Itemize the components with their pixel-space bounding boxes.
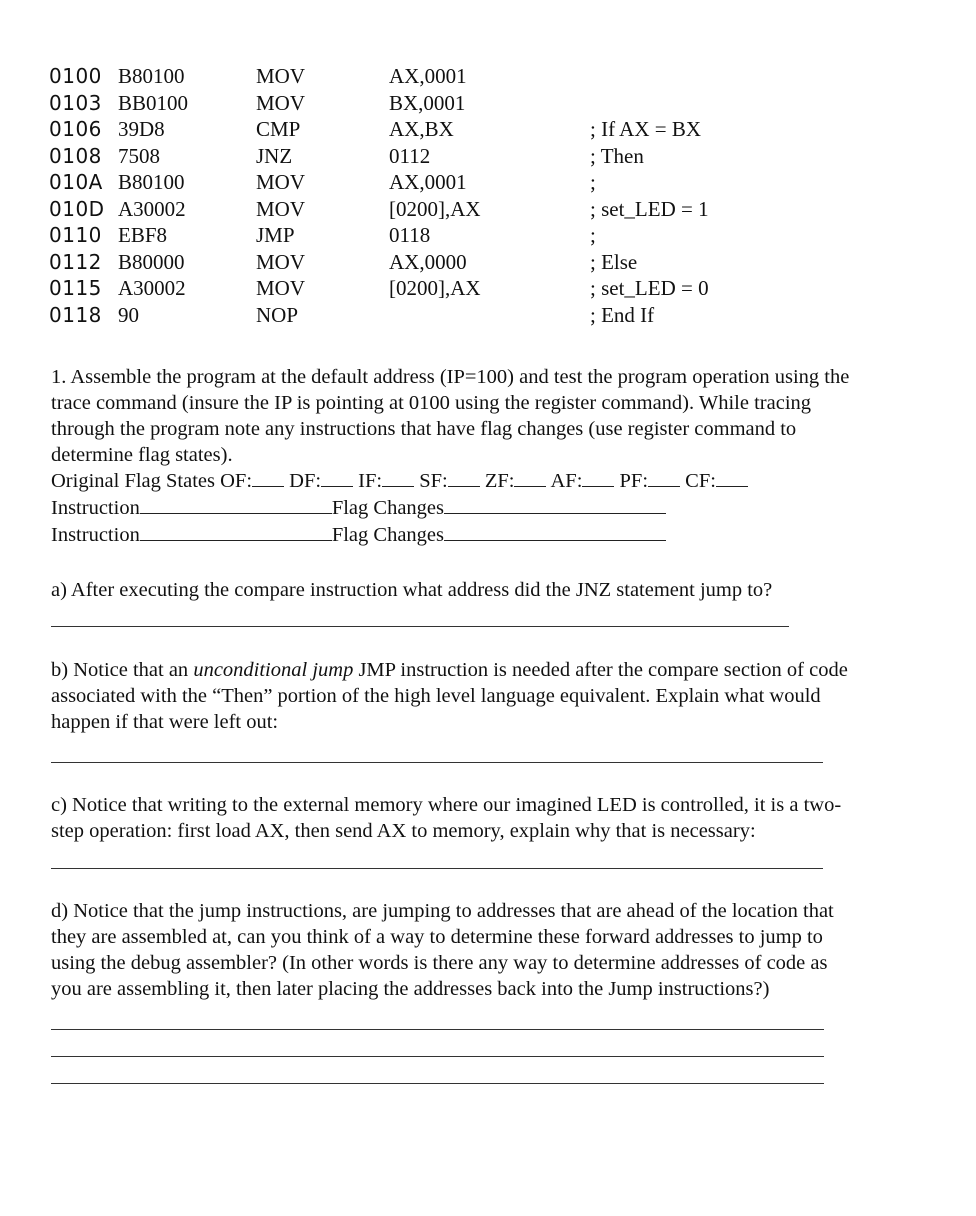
code-machine-hex: A30002	[118, 196, 186, 221]
question-b-line: associated with the “Then” portion of the high level language equivalent. Explain what would	[51, 685, 821, 707]
flag-pf-label: PF:	[619, 470, 649, 492]
flag-pf-blank[interactable]	[648, 468, 680, 487]
code-row	[0, 302, 976, 328]
question-d-line: d) Notice that the jump instructions, are jumping to addresses that are ahead of the location that	[51, 900, 834, 922]
code-address: 0115	[49, 276, 102, 300]
code-address: 0100	[49, 64, 102, 88]
code-machine-hex: EBF8	[118, 223, 168, 247]
question-d-line: they are assembled at, can you think of a way to determine these forward addresses to jump to	[51, 926, 823, 948]
question-1-line: through the program note any instructions that have flag changes (use register command to	[51, 418, 797, 440]
question-1-line: trace command (insure the IP is pointing at 0100 using the register command). While tracing	[51, 392, 812, 414]
code-row	[0, 196, 976, 222]
question-d-text	[51, 898, 931, 1002]
flag-changes-label: Flag Changes	[331, 497, 444, 519]
code-opcode: MOV	[256, 276, 306, 300]
flag-df-label: DF:	[289, 470, 322, 492]
flag-changes-label: Flag Changes	[331, 524, 444, 546]
answer-a-line[interactable]	[51, 626, 789, 627]
flag-changes-blank[interactable]	[444, 495, 666, 514]
code-row	[0, 169, 976, 195]
code-address: 0108	[49, 143, 102, 168]
question-b-line: happen if that were left out:	[51, 711, 279, 733]
code-machine-hex: A30002	[118, 276, 186, 300]
flag-if-blank[interactable]	[382, 468, 414, 487]
answer-d-line-3[interactable]	[51, 1083, 824, 1084]
code-operand: [0200],AX	[389, 276, 481, 300]
question-c-line: step operation: first load AX, then send AX to memory, explain why that is necessary:	[51, 820, 756, 842]
question-1-line: 1. Assemble the program at the default address (IP=100) and test the program operation using the	[51, 366, 850, 388]
code-row	[0, 90, 976, 116]
question-c-text	[51, 792, 931, 844]
flag-changes-blank[interactable]	[444, 522, 666, 541]
question-b-text: b) Notice that an unconditional jump JMP instruction is needed after the compare section of code associated with the “Then” portion of the high level language equivalent. Explain what would happen if that were left out:	[51, 657, 931, 735]
code-address: 010D	[49, 196, 105, 221]
code-opcode: CMP	[256, 117, 301, 141]
code-operand: 0112	[389, 143, 431, 168]
code-row	[0, 116, 976, 142]
code-operand: [0200],AX	[389, 196, 481, 221]
flag-df-blank[interactable]	[321, 468, 353, 487]
code-machine-hex: 39D8	[118, 117, 165, 141]
question-1-line: determine flag states).	[51, 444, 233, 466]
code-operand: AX,0000	[389, 249, 467, 274]
code-address: 0110	[49, 223, 102, 247]
code-address: 0106	[49, 117, 102, 141]
unconditional-jump-emphasis: unconditional jump	[193, 659, 354, 681]
flag-sf-blank[interactable]	[448, 468, 480, 487]
flag-cf-label: CF:	[685, 470, 716, 492]
code-address: 010A	[49, 170, 103, 194]
flag-sf-label: SF:	[419, 470, 448, 492]
question-d-line: you are assembling it, then later placing the addresses back into the Jump instructions?)	[51, 978, 770, 1000]
code-machine-hex: B80100	[118, 64, 185, 88]
code-address: 0118	[49, 302, 102, 327]
flag-cf-blank[interactable]	[716, 468, 748, 487]
code-opcode: MOV	[256, 64, 306, 88]
answer-b-line[interactable]	[51, 762, 823, 763]
code-row	[0, 143, 976, 169]
code-row	[0, 222, 976, 248]
flag-af-label: AF:	[550, 470, 583, 492]
code-comment: ; Else	[590, 249, 638, 274]
code-opcode: NOP	[256, 302, 299, 327]
answer-d-line-2[interactable]	[51, 1056, 824, 1057]
flag-zf-blank[interactable]	[514, 468, 546, 487]
code-opcode: MOV	[256, 249, 306, 274]
instruction-blank[interactable]	[140, 522, 332, 541]
instruction-label: Instruction	[51, 497, 140, 519]
code-operand: AX,0001	[389, 170, 467, 194]
code-row	[0, 249, 976, 275]
code-operand: AX,BX	[389, 117, 454, 141]
code-comment: ; Then	[590, 143, 644, 168]
flag-of-blank[interactable]	[252, 468, 284, 487]
original-flag-states-row	[51, 468, 748, 494]
code-machine-hex: B80000	[118, 249, 185, 274]
code-comment: ;	[590, 223, 596, 247]
instruction-row-2	[51, 522, 666, 548]
code-machine-hex: BB0100	[118, 90, 189, 115]
code-comment: ; End If	[590, 302, 655, 327]
instruction-label: Instruction	[51, 524, 140, 546]
code-machine-hex: B80100	[118, 170, 185, 194]
flags-label: Original Flag States	[51, 470, 215, 492]
code-machine-hex: 90	[118, 302, 139, 327]
code-machine-hex: 7508	[118, 143, 160, 168]
instruction-row-1	[51, 495, 666, 521]
instruction-blank[interactable]	[140, 495, 332, 514]
question-c-line: c) Notice that writing to the external memory where our imagined LED is controlled, it is a two-	[51, 794, 842, 816]
code-address: 0103	[49, 90, 102, 115]
question-1-text	[51, 364, 931, 468]
code-opcode: JMP	[256, 223, 295, 247]
code-opcode: MOV	[256, 90, 306, 115]
answer-d-line-1[interactable]	[51, 1029, 824, 1030]
flag-if-label: IF:	[358, 470, 383, 492]
code-row	[0, 63, 976, 89]
code-row	[0, 275, 976, 301]
code-operand: AX,0001	[389, 64, 467, 88]
question-d-line: using the debug assembler? (In other words is there any way to determine addresses of code as	[51, 952, 828, 974]
question-a-text: a) After executing the compare instruction what address did the JNZ statement jump to?	[51, 579, 773, 601]
code-opcode: MOV	[256, 170, 306, 194]
code-comment: ; set_LED = 1	[590, 196, 709, 221]
code-comment: ;	[590, 170, 596, 194]
flag-of-label: OF:	[220, 470, 253, 492]
code-comment: ; set_LED = 0	[590, 276, 709, 300]
code-address: 0112	[49, 249, 102, 274]
code-operand: BX,0001	[389, 90, 466, 115]
code-operand: 0118	[389, 223, 431, 247]
code-opcode: JNZ	[256, 143, 293, 168]
code-comment: ; If AX = BX	[590, 117, 702, 141]
flag-zf-label: ZF:	[484, 470, 515, 492]
code-opcode: MOV	[256, 196, 306, 221]
flag-af-blank[interactable]	[582, 468, 614, 487]
answer-c-line[interactable]	[51, 868, 823, 869]
